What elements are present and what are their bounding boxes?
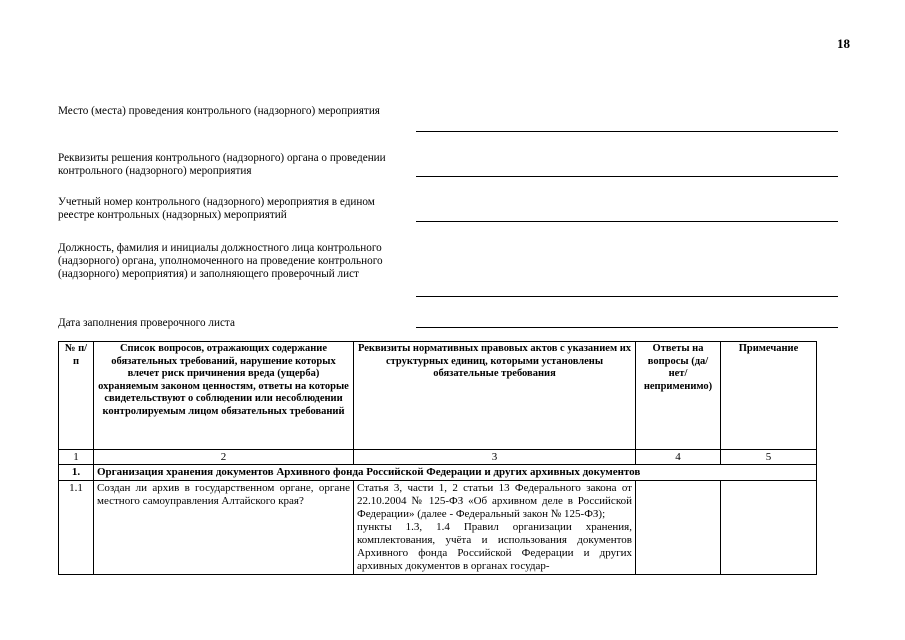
section-row: [59, 465, 817, 481]
header-number: № п/п: [59, 342, 94, 450]
legal-reference-paragraph: пункты 1.3, 1.4 Правил организации хранения, комплектования, учёта и использования документов Архивного фонда Российской Федерации и других архивных документов в органах государ-: [357, 521, 632, 572]
header-legal-references: Реквизиты нормативных правовых актов с указанием их структурных единиц, которыми установлены обязательные требования: [354, 342, 636, 450]
field-registry-number-label: Учетный номер контрольного (надзорного) мероприятия в едином реестре контрольных (надзорных) мероприятий: [58, 196, 375, 221]
row-number: 1.1: [59, 481, 94, 575]
column-number: 4: [636, 450, 721, 465]
table-header-row: [59, 342, 817, 450]
field-venue-input-line[interactable]: [416, 131, 838, 132]
field-decision-details: [58, 152, 838, 182]
checklist-table: [58, 341, 817, 575]
page-bottom-margin: [0, 603, 905, 640]
row-legal-reference: [354, 481, 636, 575]
column-number: 2: [94, 450, 354, 465]
column-number-row: [59, 450, 817, 465]
section-title: Организация хранения документов Архивного фонда Российской Федерации и других архивных документов: [94, 465, 817, 481]
row-note-cell[interactable]: [721, 481, 817, 575]
column-number: 1: [59, 450, 94, 465]
field-official-label: Должность, фамилия и инициалы должностного лица контрольного (надзорного) органа, уполномоченного на проведение контрольного (надзорного) мероприятия) и заполняющего проверочный лист: [58, 242, 383, 280]
row-answer-cell[interactable]: [636, 481, 721, 575]
field-decision-details-input-line[interactable]: [416, 176, 838, 177]
column-number: 5: [721, 450, 817, 465]
table-row: [59, 481, 817, 575]
section-number: 1.: [59, 465, 94, 481]
field-official: [58, 242, 838, 300]
field-registry-number: [58, 196, 838, 226]
field-venue: [58, 105, 838, 135]
field-fill-date-input-line[interactable]: [416, 327, 838, 328]
field-official-input-line[interactable]: [416, 296, 838, 297]
field-decision-details-label: Реквизиты решения контрольного (надзорного) органа о проведении контрольного (надзорного) мероприятия: [58, 152, 386, 177]
row-question: Создан ли архив в государственном органе, органе местного самоуправления Алтайского края?: [94, 481, 354, 575]
legal-reference-paragraph: Статья 3, части 1, 2 статьи 13 Федерального закона от 22.10.2004 № 125-ФЗ «Об архивном деле в Российской Федерации» (далее - Федеральный закон № 125-ФЗ);: [357, 482, 632, 520]
column-number: 3: [354, 450, 636, 465]
field-registry-number-input-line[interactable]: [416, 221, 838, 222]
header-answers: Ответы на вопросы (да/нет/ неприменимо): [636, 342, 721, 450]
header-questions: Список вопросов, отражающих содержание обязательных требований, нарушение которых влечет риск причинения вреда (ущерба) охраняемым законом ценностям, ответы на которые свидетельствуют о соблюдении или несоблюдении контролируемым лицом обязательных требований: [94, 342, 354, 450]
field-fill-date-label: Дата заполнения проверочного листа: [58, 317, 235, 329]
field-fill-date: [58, 317, 838, 333]
field-venue-label: Место (места) проведения контрольного (надзорного) мероприятия: [58, 105, 380, 117]
page-number: 18: [837, 36, 850, 51]
header-note: Примечание: [721, 342, 817, 450]
